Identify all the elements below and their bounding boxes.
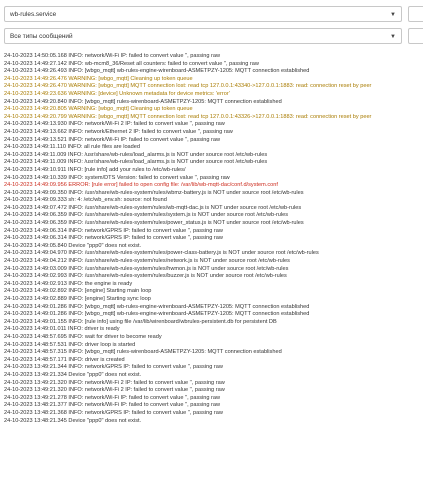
log-row [0,418,423,426]
log-message: WARNING: [wbgo_mqtt] Cleaning up token queue [68,75,193,82]
log-message: INFO: [wbgo_mqtt] rules-wirenboard-ASMETPZY-1205: MQTT connection established [68,98,282,105]
log-row [0,250,423,258]
message-type-select-value: Все типы сообщений [10,33,73,40]
log-message: INFO: [rule info] using file /var/lib/wirenboard/wbrules-persistent.db for persistent DB [68,318,277,325]
log-row [0,144,423,152]
filter-bar [0,0,423,50]
log-message: INFO: network/GPRS IP: failed to convert value '', passing raw [68,409,223,416]
log-row [0,311,423,319]
log-timestamp: 24-10-2023 13:48:21.345 [4,417,67,424]
log-row [0,266,423,274]
log-message: INFO: system/DTS Version: failed to convert value '', passing raw [68,174,230,181]
log-message: ERROR: [rule error] failed to open config file: /var/lib/wb-mqtt-dac/conf.d/system.conf [68,182,278,189]
log-message: WARNING: [device] Unknown metadata for device metrics: 'error' [68,90,230,97]
log-row [0,197,423,205]
log-message: INFO: network/GPRS IP: failed to convert value '', passing raw [68,364,223,371]
log-row [0,190,423,198]
log-timestamp: 24-10-2023 14:49:03.009 [4,265,67,272]
log-row [0,387,423,395]
log-timestamp: 24-10-2023 14:49:04.212 [4,258,67,265]
log-message: INFO: [engine] Starting main loop [68,288,152,295]
service-select[interactable] [4,6,402,22]
log-row [0,182,423,190]
log-timestamp: 24-10-2023 14:49:01.286 [4,311,67,318]
log-row [0,99,423,107]
log-row [0,372,423,380]
log-timestamp: 24-10-2023 14:49:10.339 [4,174,67,181]
log-message: INFO: network/Wi-Fi IP: failed to convert value '', passing raw [68,394,221,401]
log-row [0,212,423,220]
log-message: INFO: [rule info] add your rules to /etc/wb-rules/ [67,166,186,173]
log-row [0,395,423,403]
log-timestamp: 24-10-2023 13:48:21.377 [4,402,67,409]
log-row [0,91,423,99]
log-row [0,410,423,418]
log-timestamp: 24-10-2023 13:49:21.334 [4,371,67,378]
log-timestamp: 24-10-2023 14:49:23.636 [4,90,67,97]
log-timestamp: 24-10-2023 14:49:07.472 [4,204,67,211]
log-timestamp: 24-10-2023 14:49:02.892 [4,288,67,295]
log-timestamp: 24-10-2023 14:50:05.168 [4,53,67,59]
log-message: INFO: wb-mcm8_36/Reset all counters: failed to convert value '', passing raw [68,60,259,67]
log-row [0,349,423,357]
log-timestamp: 24-10-2023 14:49:13.521 [4,136,67,143]
log-message: INFO: network/Ethernet 2 IP: failed to convert value '', passing raw [68,128,233,135]
log-message: INFO: driver is created [68,356,125,363]
log-message: INFO: driver loop is started [68,341,136,348]
log-message: WARNING: [wbgo_mqtt] MQTT connection lost: read tcp 127.0.0.1:43326->127.0.0.1:1883: read: connection reset by peer [68,113,372,120]
log-timestamp: 24-10-2023 14:48:57.531 [4,341,67,348]
log-timestamp: 24-10-2023 14:49:01.155 [4,318,67,325]
log-timestamp: 24-10-2023 14:49:11.009 [4,159,67,166]
log-timestamp: 24-10-2023 14:49:13.662 [4,128,67,135]
log-row [0,296,423,304]
log-row [0,357,423,365]
log-message: INFO: driver is ready [67,326,120,333]
log-message: INFO: /usr/share/wb-rules-system/rules/network.js is NOT under source root /etc/wb-rules [68,258,290,265]
log-message: INFO: network/GPRS IP: failed to convert value '', passing raw [68,235,223,242]
log-timestamp: 24-10-2023 13:49:21.320 [4,379,67,386]
log-message: INFO: network/Wi-Fi 2 IP: failed to convert value '', passing raw [68,387,225,394]
log-message: Device "ppp0" does not exist. [68,242,142,249]
log-message: INFO: wait for driver to become ready [68,333,162,340]
log-row [0,243,423,251]
service-select-side-button[interactable] [408,6,423,22]
log-timestamp: 24-10-2023 14:48:57.695 [4,333,67,340]
log-message: Device "ppp0" does not exist. [68,371,142,378]
log-message: INFO: /usr/share/wb-rules/load_alarms.js is NOT under source root /etc/wb-rules [67,151,268,158]
log-message: INFO: [wbgo_mqtt] rules-wirenboard-ASMETPZY-1205: MQTT connection established [68,349,282,356]
log-row [0,220,423,228]
log-row [0,281,423,289]
log-row [0,137,423,145]
log-row [0,364,423,372]
log-row [0,76,423,84]
log-message: INFO: network/Wi-Fi 2 IP: failed to convert value '', passing raw [68,121,225,128]
log-message: INFO: /usr/share/wb-rules/load_alarms.js is NOT under source root /etc/wb-rules [67,159,268,166]
log-timestamp: 24-10-2023 14:49:09.350 [4,189,67,196]
log-row [0,167,423,175]
log-message: INFO: network/Wi-Fi IP: failed to convert value '', passing raw [68,402,221,409]
log-timestamp: 24-10-2023 13:49:21.278 [4,394,67,401]
log-message: INFO: /usr/share/wb-rules-system/rules/wb-mqtt-dac.js is NOT under source root /etc/wb-rules [68,204,302,211]
log-row [0,402,423,410]
log-row [0,106,423,114]
log-message: INFO: /usr/share/wb-rules-system/rules/power_status.js is NOT under source root /etc/wb-rules [68,220,304,227]
log-row [0,342,423,350]
log-timestamp: 24-10-2023 14:49:06.314 [4,227,67,234]
log-timestamp: 24-10-2023 14:49:20.805 [4,106,67,113]
log-row [0,53,423,61]
log-row [0,205,423,213]
service-select-value: wb-rules.service [10,11,57,18]
log-row [0,304,423,312]
log-message: INFO: all rule files are loaded [67,144,141,151]
log-message: INFO: /usr/share/wb-rules-system/rules/system.js is NOT under source root /etc/wb-rules [68,212,289,219]
chevron-down-icon: ▼ [390,12,396,18]
log-message: WARNING: [wbgo_mqtt] MQTT connection lost: read tcp 127.0.0.1:43340->127.0.0.1:1883: read: connection reset by peer [68,83,372,90]
log-timestamp: 24-10-2023 14:49:27.142 [4,60,67,67]
log-row [0,258,423,266]
log-timestamp: 24-10-2023 14:49:02.993 [4,273,67,280]
log-message: sh: 4: /etc/wb_env.sh: source: not found [68,197,167,204]
log-row [0,159,423,167]
log-timestamp: 24-10-2023 13:49:21.320 [4,387,67,394]
log-message: Device "ppp0" does not exist. [68,417,142,424]
log-timestamp: 24-10-2023 14:49:13.930 [4,121,67,128]
log-row [0,235,423,243]
log-timestamp: 24-10-2023 14:48:57.315 [4,349,67,356]
log-timestamp: 24-10-2023 14:49:06.359 [4,220,67,227]
log-row [0,380,423,388]
log-row [0,152,423,160]
log-message: INFO: network/GPRS IP: failed to convert value '', passing raw [68,227,223,234]
message-type-side-button[interactable] [408,28,423,44]
log-message: INFO: [wbgo_mqtt] wb-rules-engine-wirenboard-ASMETPZY-1205: MQTT connection established [68,311,310,318]
log-message: INFO: network/Wi-Fi IP: failed to convert value '', passing raw [68,136,221,143]
log-message: INFO: /usr/share/wb-rules-system/rules/buzzer.js is NOT under source root /etc/wb-rules [68,273,287,280]
log-timestamp: 24-10-2023 14:49:11.009 [4,151,67,158]
log-timestamp: 24-10-2023 14:49:06.314 [4,235,67,242]
log-message: INFO: /usr/share/wb-rules-system/rules/wbmz-battery.js is NOT under source root /etc/wb-rules [68,189,304,196]
log-timestamp: 24-10-2023 13:49:21.344 [4,364,67,371]
log-timestamp: 24-10-2023 14:49:09.956 [4,182,67,189]
log-timestamp: 24-10-2023 14:49:26.476 [4,75,67,82]
log-timestamp: 24-10-2023 14:49:09.333 [4,197,67,204]
log-timestamp: 24-10-2023 13:48:21.368 [4,409,67,416]
log-row [0,121,423,129]
log-timestamp: 24-10-2023 14:49:04.970 [4,250,67,257]
log-timestamp: 24-10-2023 14:49:20.799 [4,113,67,120]
log-row [0,175,423,183]
log-timestamp: 24-10-2023 14:49:10.911 [4,166,67,173]
log-row [0,83,423,91]
message-type-select[interactable] [4,28,402,44]
log-message: INFO: /usr/share/wb-rules-system/rules/hwmon.js is NOT under source root /etc/wb-rules [68,265,289,272]
log-timestamp: 24-10-2023 14:49:06.359 [4,212,67,219]
log-message: INFO: [wbgo_mqtt] wb-rules-engine-wirenboard-ASMETPZY-1205: MQTT connection established [68,303,310,310]
log-timestamp: 24-10-2023 14:49:01.011 [4,326,67,333]
log-row [0,228,423,236]
log-timestamp: 24-10-2023 14:48:57.171 [4,356,67,363]
log-timestamp: 24-10-2023 14:49:20.840 [4,98,67,105]
log-message: INFO: /usr/share/wb-rules-system/rules/power-class-battery.js is NOT under source root /etc/wb-rules [68,250,319,257]
chevron-down-icon: ▼ [390,34,396,40]
log-row [0,273,423,281]
log-message: INFO: the engine is ready [68,280,133,287]
log-message: WARNING: [wbgo_mqtt] Cleaning up token queue [68,106,193,113]
log-message: INFO: network/Wi-Fi 2 IP: failed to convert value '', passing raw [68,379,225,386]
log-timestamp: 24-10-2023 14:49:01.286 [4,303,67,310]
log-timestamp: 24-10-2023 14:49:26.470 [4,83,67,90]
log-row [0,114,423,122]
log-message: INFO: [engine] Starting sync loop [68,296,151,302]
log-message: INFO: [wbgo_mqtt] wb-rules-engine-wirenboard-ASMETPZY-1205: MQTT connection established [68,68,310,75]
log-timestamp: 24-10-2023 14:49:11.110 [4,144,66,151]
log-timestamp: 24-10-2023 14:49:05.840 [4,242,67,249]
log-row [0,288,423,296]
log-row [0,319,423,327]
log-list[interactable] [0,53,423,500]
log-row [0,68,423,76]
log-timestamp: 24-10-2023 14:49:26.493 [4,68,67,75]
log-row [0,326,423,334]
log-row [0,334,423,342]
log-timestamp: 24-10-2023 14:49:02.913 [4,280,67,287]
log-timestamp: 24-10-2023 14:49:02.889 [4,296,67,302]
log-row [0,61,423,69]
log-message: INFO: network/Wi-Fi IP: failed to convert value '', passing raw [68,53,221,59]
log-row [0,129,423,137]
